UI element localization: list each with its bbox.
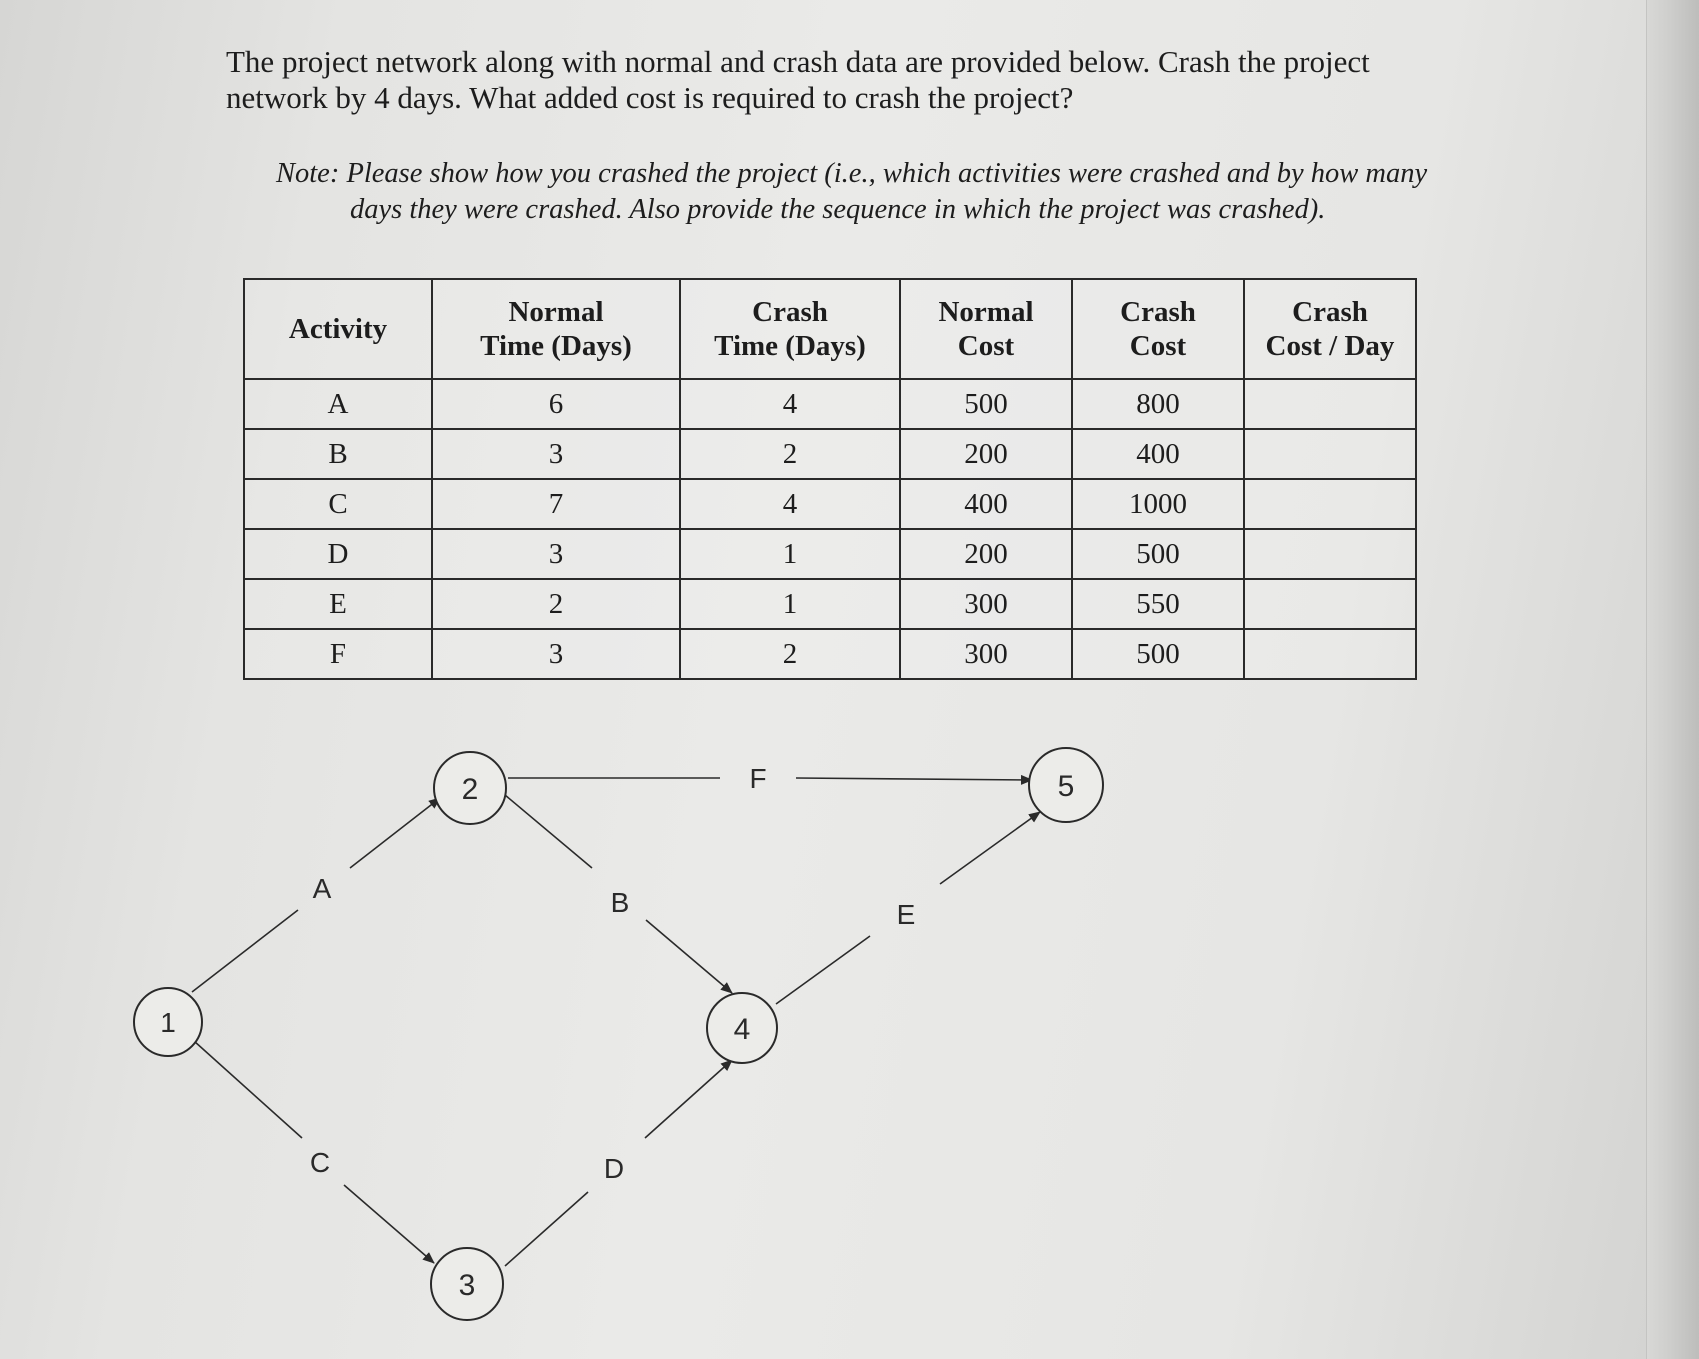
node-label-1: 1 — [160, 1007, 176, 1038]
cell-normal-cost: 200 — [900, 429, 1072, 479]
cell-normal-time: 2 — [432, 579, 680, 629]
header-crash-cost: Crash Cost — [1072, 279, 1244, 379]
cell-crash-time: 2 — [680, 629, 900, 679]
cell-crash-cost: 1000 — [1072, 479, 1244, 529]
cell-crash-time: 4 — [680, 479, 900, 529]
header-normal-cost: Normal Cost — [900, 279, 1072, 379]
cell-crash-cost: 550 — [1072, 579, 1244, 629]
edge-label-e: E — [896, 899, 916, 930]
cell-crash-time: 1 — [680, 579, 900, 629]
edge-label-a: A — [312, 873, 332, 904]
cell-crash-time: 4 — [680, 379, 900, 429]
cell-normal-time: 7 — [432, 479, 680, 529]
cell-crash-cost: 500 — [1072, 629, 1244, 679]
cell-activity: A — [244, 379, 432, 429]
header-crash-time: Crash Time (Days) — [680, 279, 900, 379]
cell-normal-time: 6 — [432, 379, 680, 429]
node-label-4: 4 — [733, 1013, 751, 1046]
cell-normal-time: 3 — [432, 429, 680, 479]
edge-label-d: D — [603, 1153, 625, 1184]
header-crash-cost-per-day: Crash Cost / Day — [1244, 279, 1416, 379]
note-line-1: Note: Please show how you crashed the project (i.e., which activities were crashed and by how many — [276, 158, 1428, 189]
question-text: The project network along with normal and crash data are provided below. Crash the project network by 4 days. What added cost is required to crash the project? — [226, 44, 1370, 115]
node-label-5: 5 — [1057, 770, 1075, 803]
cell-crash-time: 2 — [680, 429, 900, 479]
cell-crash-cost: 400 — [1072, 429, 1244, 479]
cell-normal-time: 3 — [432, 629, 680, 679]
edge-label-c: C — [309, 1147, 331, 1178]
edge-f — [508, 778, 1032, 780]
node-2 — [434, 752, 506, 824]
cell-activity: D — [244, 529, 432, 579]
cell-normal-time: 3 — [432, 529, 680, 579]
cell-crash-cost: 800 — [1072, 379, 1244, 429]
edge-label-f: F — [749, 763, 767, 794]
cell-crash-time: 1 — [680, 529, 900, 579]
cell-activity: F — [244, 629, 432, 679]
node-label-3: 3 — [458, 1269, 476, 1302]
header-normal-time: Normal Time (Days) — [432, 279, 680, 379]
edge-label-b: B — [610, 887, 630, 918]
cell-activity: C — [244, 479, 432, 529]
node-label-2: 2 — [461, 773, 479, 806]
node-5 — [1029, 748, 1103, 822]
cell-normal-cost: 300 — [900, 629, 1072, 679]
cell-crash-cost: 500 — [1072, 529, 1244, 579]
cell-normal-cost: 200 — [900, 529, 1072, 579]
cell-normal-cost: 500 — [900, 379, 1072, 429]
note-line-2: days they were crashed. Also provide the sequence in which the project was crashed). — [350, 194, 1326, 225]
node-3 — [431, 1248, 503, 1320]
header-activity: Activity — [244, 279, 432, 379]
node-1 — [134, 988, 202, 1056]
cell-normal-cost: 300 — [900, 579, 1072, 629]
cell-activity: E — [244, 579, 432, 629]
cell-normal-cost: 400 — [900, 479, 1072, 529]
cell-activity: B — [244, 429, 432, 479]
node-4 — [707, 993, 777, 1063]
